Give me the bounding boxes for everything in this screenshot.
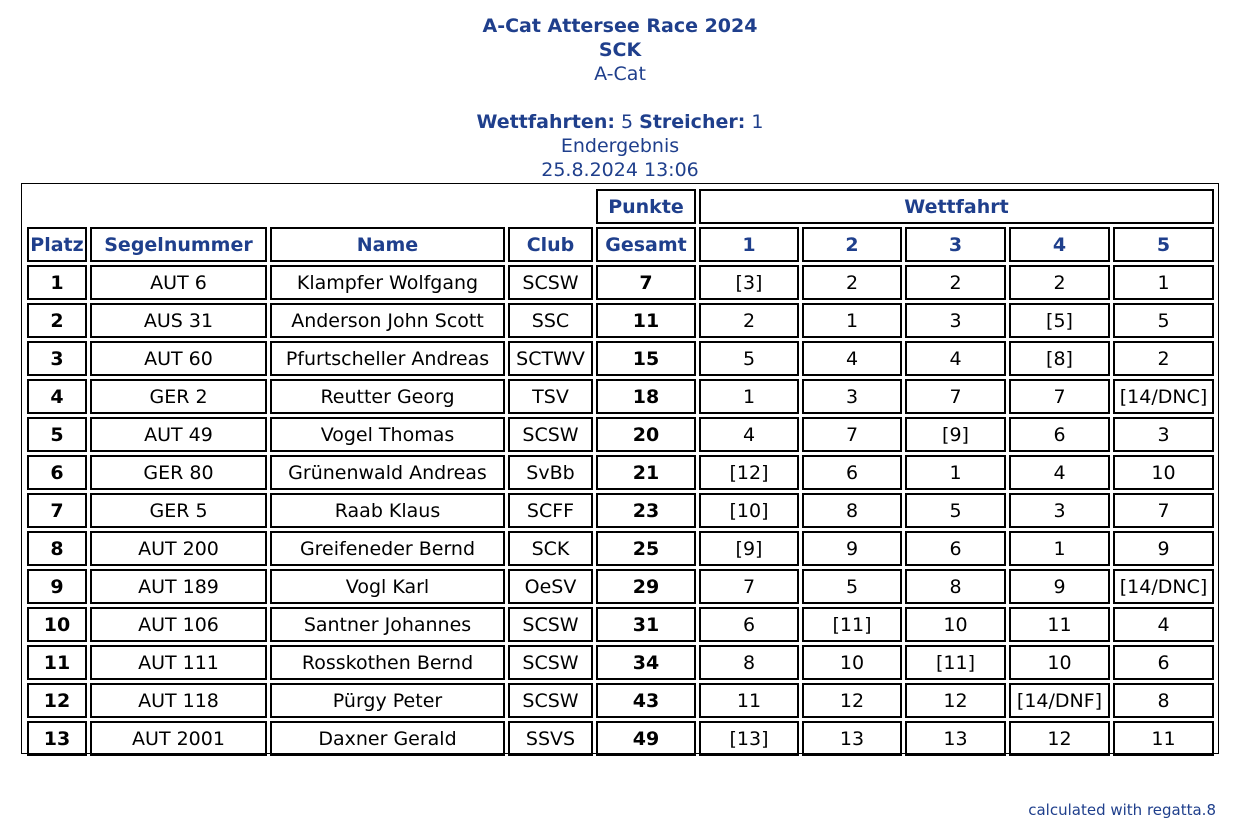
col-club: Club: [508, 227, 593, 262]
discards-value: 1: [751, 111, 764, 133]
race-1-score-cell: [10]: [699, 493, 799, 528]
placing-cell: 13: [27, 721, 87, 756]
race-5-score-cell: 9: [1113, 531, 1214, 566]
race-5-score-cell: 3: [1113, 417, 1214, 452]
col-race-3: 3: [905, 227, 1006, 262]
placing-cell: 4: [27, 379, 87, 414]
placing-cell: 12: [27, 683, 87, 718]
race-5-score-cell: 11: [1113, 721, 1214, 756]
race-5-score-cell: 10: [1113, 455, 1214, 490]
club-cell: SCSW: [508, 607, 593, 642]
race-2-score-cell: 8: [802, 493, 902, 528]
race-4-score-cell: 2: [1009, 265, 1110, 300]
race-4-score-cell: [8]: [1009, 341, 1110, 376]
club-cell: SCFF: [508, 493, 593, 528]
race-5-score-cell: 6: [1113, 645, 1214, 680]
race-3-score-cell: 5: [905, 493, 1006, 528]
race-3-score-cell: 1: [905, 455, 1006, 490]
table-row: [27, 379, 1214, 414]
placing-cell: 9: [27, 569, 87, 604]
race-3-score-cell: 7: [905, 379, 1006, 414]
placing-cell: 11: [27, 645, 87, 680]
organizing-club: SCK: [598, 39, 642, 61]
race-4-score-cell: 6: [1009, 417, 1110, 452]
header-row-top: [27, 189, 1214, 224]
total-points-cell: 34: [596, 645, 696, 680]
sailor-name-cell: Santner Johannes: [270, 607, 505, 642]
sail-number-cell: GER 2: [90, 379, 267, 414]
col-race-4: 4: [1009, 227, 1110, 262]
race-2-score-cell: 2: [802, 265, 902, 300]
race-2-score-cell: 10: [802, 645, 902, 680]
event-title: A-Cat Attersee Race 2024: [482, 15, 758, 37]
race-5-score-cell: 8: [1113, 683, 1214, 718]
sailor-name-cell: Grünenwald Andreas: [270, 455, 505, 490]
placing-cell: 10: [27, 607, 87, 642]
sail-number-cell: AUT 2001: [90, 721, 267, 756]
race-5-score-cell: 7: [1113, 493, 1214, 528]
sail-number-cell: AUT 6: [90, 265, 267, 300]
race-3-score-cell: 8: [905, 569, 1006, 604]
result-datetime: 25.8.2024 13:06: [541, 159, 699, 181]
race-5-score-cell: 4: [1113, 607, 1214, 642]
boat-class: A-Cat: [594, 63, 646, 85]
sailor-name-cell: Raab Klaus: [270, 493, 505, 528]
points-header: Punkte: [596, 189, 696, 224]
race-2-score-cell: [11]: [802, 607, 902, 642]
race-3-score-cell: [9]: [905, 417, 1006, 452]
header-row-columns: [27, 227, 1214, 262]
sailor-name-cell: Anderson John Scott: [270, 303, 505, 338]
table-row: [27, 265, 1214, 300]
col-platz: Platz: [27, 227, 87, 262]
club-cell: SCSW: [508, 265, 593, 300]
club-cell: TSV: [508, 379, 593, 414]
race-4-score-cell: [14/DNF]: [1009, 683, 1110, 718]
sail-number-cell: AUT 189: [90, 569, 267, 604]
race-info: [0, 110, 1235, 134]
total-points-cell: 25: [596, 531, 696, 566]
club-cell: SSVS: [508, 721, 593, 756]
sail-number-cell: AUT 106: [90, 607, 267, 642]
table-row: [27, 607, 1214, 642]
race-1-score-cell: 4: [699, 417, 799, 452]
race-5-score-cell: 5: [1113, 303, 1214, 338]
sailor-name-cell: Rosskothen Bernd: [270, 645, 505, 680]
race-3-score-cell: 13: [905, 721, 1006, 756]
club-cell: SvBb: [508, 455, 593, 490]
race-2-score-cell: 7: [802, 417, 902, 452]
race-4-score-cell: 12: [1009, 721, 1110, 756]
sail-number-cell: AUT 118: [90, 683, 267, 718]
col-race-5: 5: [1113, 227, 1214, 262]
placing-cell: 7: [27, 493, 87, 528]
race-4-score-cell: 9: [1009, 569, 1110, 604]
race-2-score-cell: 4: [802, 341, 902, 376]
sail-number-cell: AUT 111: [90, 645, 267, 680]
races-value: 5: [621, 111, 634, 133]
race-2-score-cell: 12: [802, 683, 902, 718]
table-row: [27, 569, 1214, 604]
sailor-name-cell: Pfurtscheller Andreas: [270, 341, 505, 376]
race-4-score-cell: 1: [1009, 531, 1110, 566]
placing-cell: 2: [27, 303, 87, 338]
race-3-score-cell: 3: [905, 303, 1006, 338]
race-1-score-cell: 7: [699, 569, 799, 604]
club-cell: SSC: [508, 303, 593, 338]
placing-cell: 8: [27, 531, 87, 566]
total-points-cell: 20: [596, 417, 696, 452]
sailor-name-cell: Greifeneder Bernd: [270, 531, 505, 566]
race-2-score-cell: 13: [802, 721, 902, 756]
col-gesamt: Gesamt: [596, 227, 696, 262]
race-5-score-cell: 1: [1113, 265, 1214, 300]
race-2-score-cell: 3: [802, 379, 902, 414]
footer-credit: calculated with regatta.8: [1028, 801, 1216, 819]
total-points-cell: 15: [596, 341, 696, 376]
table-row: [27, 341, 1214, 376]
club-cell: SCTWV: [508, 341, 593, 376]
sail-number-cell: AUT 49: [90, 417, 267, 452]
race-3-score-cell: 6: [905, 531, 1006, 566]
table-row: [27, 531, 1214, 566]
race-4-score-cell: 10: [1009, 645, 1110, 680]
table-row: [27, 683, 1214, 718]
total-points-cell: 49: [596, 721, 696, 756]
race-2-score-cell: 1: [802, 303, 902, 338]
race-2-score-cell: 6: [802, 455, 902, 490]
race-1-score-cell: [3]: [699, 265, 799, 300]
placing-cell: 3: [27, 341, 87, 376]
total-points-cell: 18: [596, 379, 696, 414]
col-race-1: 1: [699, 227, 799, 262]
sail-number-cell: AUT 60: [90, 341, 267, 376]
race-3-score-cell: 12: [905, 683, 1006, 718]
race-4-score-cell: 3: [1009, 493, 1110, 528]
placing-cell: 5: [27, 417, 87, 452]
race-1-score-cell: 5: [699, 341, 799, 376]
total-points-cell: 11: [596, 303, 696, 338]
race-1-score-cell: [12]: [699, 455, 799, 490]
sailor-name-cell: Reutter Georg: [270, 379, 505, 414]
race-4-score-cell: 11: [1009, 607, 1110, 642]
total-points-cell: 29: [596, 569, 696, 604]
race-3-score-cell: 4: [905, 341, 1006, 376]
race-1-score-cell: 6: [699, 607, 799, 642]
club-cell: SCK: [508, 531, 593, 566]
table-row: [27, 493, 1214, 528]
club-cell: SCSW: [508, 683, 593, 718]
club-cell: SCSW: [508, 645, 593, 680]
sail-number-cell: AUS 31: [90, 303, 267, 338]
race-3-score-cell: 2: [905, 265, 1006, 300]
race-1-score-cell: 11: [699, 683, 799, 718]
table-row: [27, 721, 1214, 756]
results-table: [24, 186, 1217, 759]
total-points-cell: 7: [596, 265, 696, 300]
placing-cell: 1: [27, 265, 87, 300]
race-3-score-cell: 10: [905, 607, 1006, 642]
race-5-score-cell: [14/DNC]: [1113, 569, 1214, 604]
race-4-score-cell: 4: [1009, 455, 1110, 490]
race-2-score-cell: 5: [802, 569, 902, 604]
sailor-name-cell: Daxner Gerald: [270, 721, 505, 756]
total-points-cell: 23: [596, 493, 696, 528]
placing-cell: 6: [27, 455, 87, 490]
col-race-2: 2: [802, 227, 902, 262]
table-row: [27, 645, 1214, 680]
race-1-score-cell: 2: [699, 303, 799, 338]
sail-number-cell: GER 5: [90, 493, 267, 528]
table-row: [27, 303, 1214, 338]
race-3-score-cell: [11]: [905, 645, 1006, 680]
total-points-cell: 31: [596, 607, 696, 642]
col-name: Name: [270, 227, 505, 262]
sail-number-cell: AUT 200: [90, 531, 267, 566]
race-2-score-cell: 9: [802, 531, 902, 566]
discards-label: Streicher:: [639, 111, 746, 133]
col-segelnummer: Segelnummer: [90, 227, 267, 262]
race-1-score-cell: [9]: [699, 531, 799, 566]
total-points-cell: 21: [596, 455, 696, 490]
table-row: [27, 417, 1214, 452]
club-cell: SCSW: [508, 417, 593, 452]
sailor-name-cell: Klampfer Wolfgang: [270, 265, 505, 300]
sail-number-cell: GER 80: [90, 455, 267, 490]
sailor-name-cell: Pürgy Peter: [270, 683, 505, 718]
race-4-score-cell: [5]: [1009, 303, 1110, 338]
race-1-score-cell: 1: [699, 379, 799, 414]
race-5-score-cell: 2: [1113, 341, 1214, 376]
total-points-cell: 43: [596, 683, 696, 718]
sailor-name-cell: Vogel Thomas: [270, 417, 505, 452]
races-label: Wettfahrten:: [476, 111, 615, 133]
race-5-score-cell: [14/DNC]: [1113, 379, 1214, 414]
races-header: Wettfahrt: [699, 189, 1214, 224]
race-1-score-cell: 8: [699, 645, 799, 680]
table-row: [27, 455, 1214, 490]
race-1-score-cell: [13]: [699, 721, 799, 756]
sailor-name-cell: Vogl Karl: [270, 569, 505, 604]
race-4-score-cell: 7: [1009, 379, 1110, 414]
results-header: [0, 14, 1235, 182]
result-status: Endergebnis: [560, 135, 680, 157]
club-cell: OeSV: [508, 569, 593, 604]
